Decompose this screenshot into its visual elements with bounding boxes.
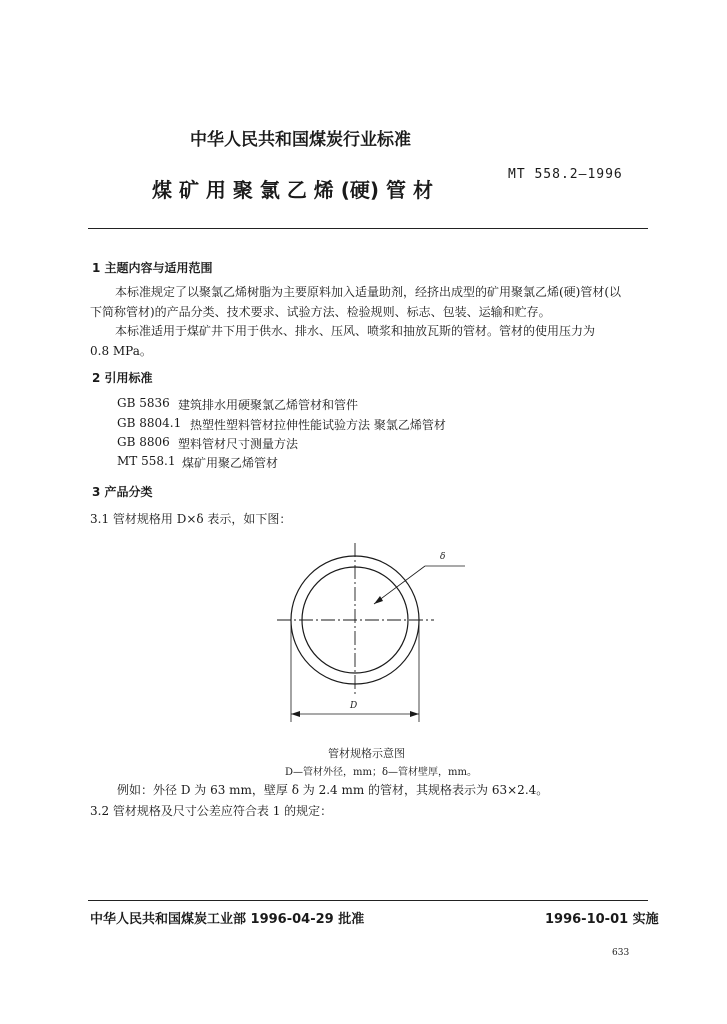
reference-title: 煤矿用聚乙烯管材 [182, 456, 279, 470]
reference-code: GB 8806 [117, 435, 170, 449]
header-rule [88, 228, 648, 229]
reference-title: 热塑性塑料管材拉伸性能试验方法 聚氯乙烯管材 [190, 418, 446, 432]
footer-rule [88, 900, 648, 901]
page-number: 633 [612, 948, 630, 958]
section-2-heading: 2 引用标准 [92, 371, 153, 385]
section-1-para2-line1: 本标准适用于煤矿井下用于供水、排水、压风、喷浆和抽放瓦斯的管材。管材的使用压力为 [115, 324, 596, 338]
section-1-heading: 1 主题内容与适用范围 [92, 261, 213, 275]
document-title: 煤 矿 用 聚 氯 乙 烯 (硬) 管 材 [152, 178, 433, 202]
pipe-inner-circle [302, 567, 408, 673]
section-3-heading: 3 产品分类 [92, 485, 153, 499]
figure-caption: 管材规格示意图 [328, 747, 405, 760]
delta-label: δ [440, 552, 446, 562]
reference-code: MT 558.1 [117, 454, 176, 468]
diameter-label: D [350, 701, 358, 711]
implementation-date: 1996-10-01 实施 [545, 912, 659, 927]
leader-arrow [374, 596, 383, 604]
issuing-organization: 中华人民共和国煤炭行业标准 [190, 130, 411, 150]
figure-legend: D—管材外径，mm；δ—管材壁厚，mm。 [285, 767, 477, 778]
dimension-arrow-left [291, 711, 300, 717]
pipe-outer-circle [291, 556, 419, 684]
dimension-arrow-right [410, 711, 419, 717]
approval-line: 中华人民共和国煤炭工业部 1996-04-29 批准 [90, 912, 365, 927]
standard-code: MT 558.2—1996 [508, 167, 623, 182]
reference-title: 塑料管材尺寸测量方法 [178, 437, 299, 451]
reference-code: GB 5836 [117, 396, 170, 410]
reference-title: 建筑排水用硬聚氯乙烯管材和管件 [178, 398, 359, 412]
section-1-para2-line2: 0.8 MPa。 [90, 344, 152, 358]
wall-thickness-leader [374, 566, 425, 604]
section-1-para1-line2: 下简称管材)的产品分类、技术要求、试验方法、检验规则、标志、包装、运输和贮存。 [90, 305, 551, 319]
reference-code: GB 8804.1 [117, 416, 182, 430]
clause-3-2: 3.2 管材规格及尺寸公差应符合表 1 的规定： [90, 804, 333, 818]
example-text: 例如：外径 D 为 63 mm，壁厚 δ 为 2.4 mm 的管材，其规格表示为 63×2.4。 [117, 783, 549, 797]
clause-3-1: 3.1 管材规格用 D×δ 表示，如下图： [90, 512, 292, 526]
section-1-para1-line1: 本标准规定了以聚氯乙烯树脂为主要原料加入适量助剂，经挤出成型的矿用聚氯乙烯(硬)管材(以 [115, 285, 622, 299]
